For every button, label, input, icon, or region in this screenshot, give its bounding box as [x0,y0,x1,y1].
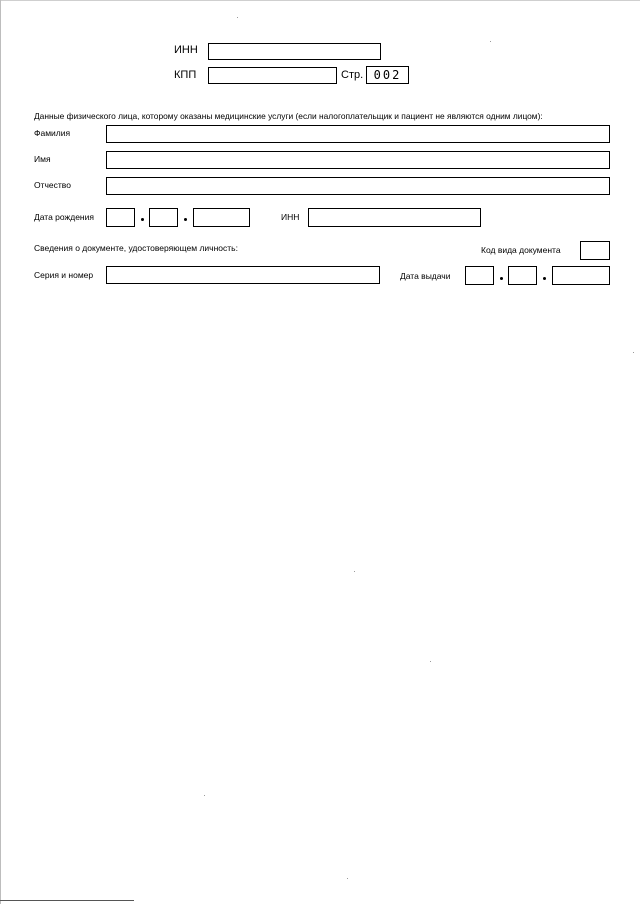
name-label: Имя [34,154,51,164]
page-top-edge [0,0,640,1]
scan-speck [633,352,634,353]
header-inn-field[interactable] [208,43,381,60]
birth-date-separator [141,218,144,221]
header-kpp-field[interactable] [208,67,337,84]
page-bottom-edge [0,900,134,901]
issue-month-field[interactable] [508,266,537,285]
section-title: Данные физического лица, которому оказаны медицинские услуги (если налогоплательщик и пациент не являются одним лицом): [34,111,543,121]
issue-date-separator [543,277,546,280]
birth-year-field[interactable] [193,208,250,227]
issue-date-separator [500,277,503,280]
birth-date-separator [184,218,187,221]
series-number-label: Серия и номер [34,270,94,280]
birth-day-field[interactable] [106,208,135,227]
person-inn-label: ИНН [281,212,300,222]
scan-speck [347,878,348,879]
scan-speck [490,41,491,42]
birth-date-label: Дата рождения [34,212,94,222]
document-info-label: Сведения о документе, удостоверяющем личность: [34,243,238,253]
issue-year-field[interactable] [552,266,610,285]
page-number-box: 002 [366,66,409,84]
header-inn-label: ИНН [174,44,198,56]
person-inn-field[interactable] [308,208,481,227]
document-type-code-label: Код вида документа [481,245,561,255]
name-field[interactable] [106,151,610,169]
scan-speck [204,795,205,796]
scan-speck [354,571,355,572]
issue-day-field[interactable] [465,266,494,285]
document-type-code-field[interactable] [580,241,610,260]
patronymic-field[interactable] [106,177,610,195]
page-left-edge [0,0,1,904]
birth-month-field[interactable] [149,208,178,227]
patronymic-label: Отчество [34,180,71,190]
series-number-field[interactable] [106,266,380,284]
header-kpp-label: КПП [174,69,197,81]
scan-speck [237,17,238,18]
surname-label: Фамилия [34,128,71,138]
surname-field[interactable] [106,125,610,143]
scan-speck [430,661,431,662]
issue-date-label: Дата выдачи [400,271,451,281]
page-label: Стр. [341,69,364,81]
